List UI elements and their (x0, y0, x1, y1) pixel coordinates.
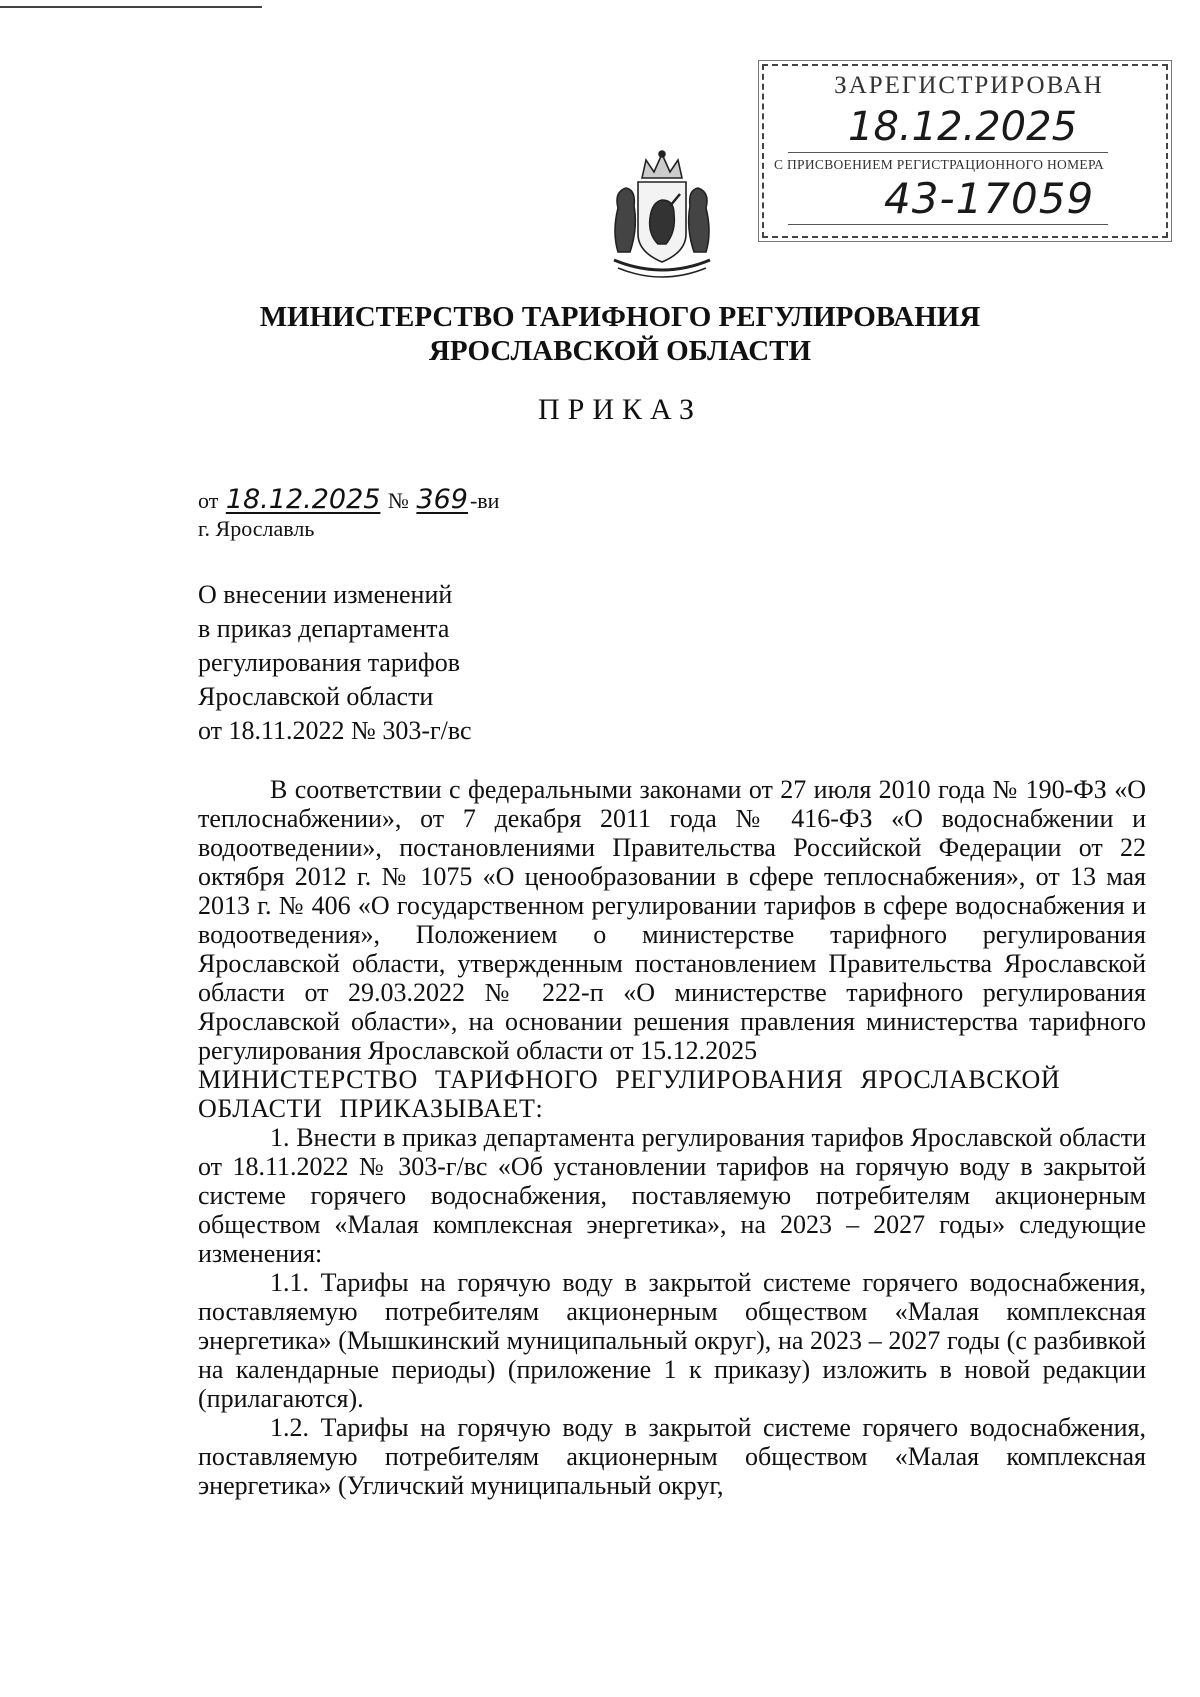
order-body (198, 775, 1146, 1500)
order-date: 18.12.2025 (225, 484, 381, 515)
subject-line: от 18.11.2022 № 303-г/вс (198, 716, 472, 745)
stamp-date-line (788, 152, 1108, 153)
coat-of-arms-icon (604, 148, 720, 288)
order-number: 369 (416, 484, 468, 515)
number-suffix: -ви (469, 488, 500, 513)
order-date-line (198, 484, 499, 515)
ministry-title-line-1: МИНИСТЕРСТВО ТАРИФНОГО РЕГУЛИРОВАНИЯ (259, 301, 981, 333)
subject-line: в приказ департамента (198, 614, 450, 643)
ministry-title-line-2: ЯРОСЛАВСКОЙ ОБЛАСТИ (428, 335, 812, 367)
stamp-caption: С ПРИСВОЕНИЕМ РЕГИСТРАЦИОННОГО НОМЕРА (774, 157, 1105, 172)
resolution-paragraph: МИНИСТЕРСТВО ТАРИФНОГО РЕГУЛИРОВАНИЯ ЯРОСЛАВСКОЙ ОБЛАСТИ ПРИКАЗЫВАЕТ: (198, 1065, 1061, 1123)
preamble-paragraph: В соответствии с федеральными законами от 27 июля 2010 года № 190-ФЗ «О теплоснабжении», от 7 декабря 2011 года № 416-ФЗ «О водоснабжении и водоотведении», постановлениями Правительства Российской Федерации от 22 октября 2012 г. № 1075 «О ценообразовании в сфере теплоснабжения», от 13 мая 2013 г. № 406 «О государственном регулировании тарифов в сфере водоснабжения и водоотведения», Положением о министерстве тарифного регулирования Ярославской области, утвержденным постановлением Правительства Ярославской области от 29.03.2022 № 222-п «О министерстве тарифного регулирования Ярославской области», на основании решения правления министерства тарифного регулирования Ярославской области от 15.12.2025 (198, 775, 1146, 1065)
date-prefix: от (198, 488, 219, 513)
top-rule (0, 6, 262, 8)
number-prefix: № (387, 488, 409, 513)
item-1-1-paragraph: 1.1. Тарифы на горячую воду в закрытой системе горячего водоснабжения, поставляемую потребителям акционерным обществом «Малая комплексная энергетика» (Мышкинский муниципальный округ), на 2023 – 2027 годы (с разбивкой на календарные периоды) (приложение 1 к приказу) изложить в новой редакции (прилагаются). (198, 1268, 1146, 1413)
ministry-title (200, 300, 1040, 368)
stamp-date: 18.12.2025 (848, 104, 1078, 150)
order-city: г. Ярославль (198, 516, 315, 541)
stamp-title: ЗАРЕГИСТРИРОВАН (834, 72, 1104, 99)
subject-line: регулирования тарифов (198, 648, 460, 677)
stamp-number-line (788, 224, 1108, 225)
order-subject (198, 578, 472, 748)
stamp-number: 43-17059 (884, 174, 1095, 223)
item-1-2-paragraph: 1.2. Тарифы на горячую воду в закрытой системе горячего водоснабжения, поставляемую потребителям акционерным обществом «Малая комплексная энергетика» (Угличский муниципальный округ, (198, 1413, 1146, 1500)
item-1-paragraph: 1. Внести в приказ департамента регулирования тарифов Ярославской области от 18.11.2022 № 303-г/вс «Об установлении тарифов на горячую воду в закрытой системе горячего водоснабжения, поставляемую потребителям акционерным обществом «Малая комплексная энергетика», на 2023 – 2027 годы» следующие изменения: (198, 1123, 1146, 1268)
document-type: ПРИКАЗ (538, 393, 702, 426)
subject-line: О внесении изменений (198, 580, 453, 609)
registration-stamp (762, 64, 1168, 238)
subject-line: Ярославской области (198, 682, 434, 711)
